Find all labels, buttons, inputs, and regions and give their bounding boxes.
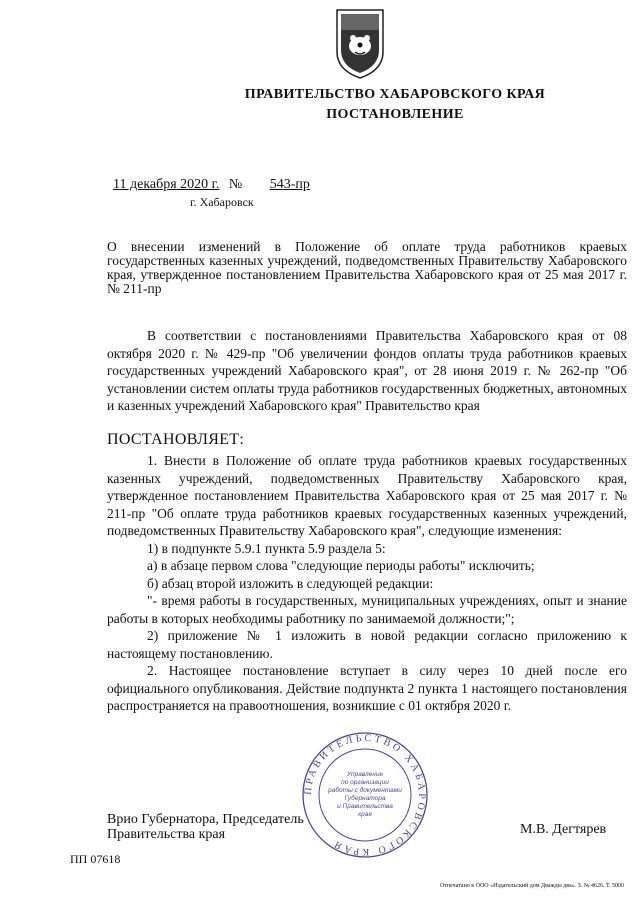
item-1-1-a: а) в абзаце первом слова "следующие периоды работы" исключить; [147, 558, 535, 573]
item-2: 2. Настоящее постановление вступает в силу через 10 дней после его официального опубликования. Действие подпункта 2 пункта 1 настоящего постановления распространяется на правоотношения, возникшие с 01 октября 2020 г. [107, 663, 627, 713]
item-1-1: 1) в подпункте 5.9.1 пункта 5.9 раздела 5: [147, 540, 386, 556]
items-block [107, 452, 627, 715]
coat-of-arms-icon [335, 8, 385, 80]
number-sign: № [228, 177, 243, 192]
document-number: 543-пр [269, 177, 310, 192]
official-stamp [300, 730, 430, 860]
signatory-name: М.В. Дегтярев [520, 822, 607, 837]
preamble: В соответствии с постановлениями Правительства Хабаровского края от 08 октября 2020 г. № 429-пр "Об увеличении фондов оплаты труда работников краевых государственных учреждений Хабаровского края", от 28 июня 2019 г. № 262-пр "Об установлении систем оплаты труда работников государственных бюджетных, автономных и казенных учреждений Хабаровского края" Правительство края [107, 328, 627, 413]
document-subject: О внесении изменений в Положение об оплате труда работников краевых государственных казенных учреждений, подведомственных Правительству Хабаровского края, утвержденное постановлением Правительства Хабаровского края от 25 мая 2017 г. № 211-пр [107, 239, 627, 296]
stamp-line: края [358, 811, 372, 818]
document-date: 11 декабря 2020 г. [113, 177, 220, 192]
stamp-line: и Правительства [337, 803, 393, 810]
document-code: ПП 07618 [70, 852, 121, 866]
stamp-line: по организации [341, 779, 389, 786]
signature-position-line2: Правительства края [107, 827, 226, 842]
item-1: 1. Внести в Положение об оплате труда работников краевых государственных казенных учреждений, подведомственных Правительству Хабаровского края, утвержденное постановлением Правительства Хабаровского края от 25 мая 2017 г. № 211-пр "Об оплате труда работников краевых государственных казенных учреждений, подведомственных Правительству Хабаровского края", следующие изменения: [107, 453, 627, 538]
preamble-block [107, 327, 627, 415]
stamp-line: Управление [346, 771, 384, 778]
date-number-line [113, 177, 310, 193]
printer-note: Отпечатано в ООО «Издательский дом Дважды два». З. № 4626. Т. 5000 [440, 883, 625, 889]
signature-position [107, 812, 304, 842]
city: г. Хабаровск [190, 195, 254, 209]
item-1-1-b: б) абзац второй изложить в следующей редакции: [147, 575, 434, 591]
document-type-title: ПОСТАНОВЛЕНИЕ [326, 107, 464, 122]
item-1-1-b-text: "- время работы в государственных, муниципальных учреждениях, опыт и знание работы в которых необходимы работнику по занимаемой должности;"; [107, 593, 627, 626]
signature-position-line1: Врио Губернатора, Председатель [107, 812, 304, 827]
item-1-2: 2) приложение № 1 изложить в новой редакции согласно приложению к настоящему постановлению. [107, 628, 627, 661]
government-title: ПРАВИТЕЛЬСТВО ХАБАРОВСКОГО КРАЯ [244, 87, 546, 102]
decrees-word: ПОСТАНОВЛЯЕТ: [107, 431, 245, 448]
stamp-line: Губернатора [344, 795, 386, 802]
stamp-ring-text: ПРАВИТЕЛЬСТВО ХАБАРОВСКОГО КРАЯ [302, 732, 428, 858]
stamp-line: работы с документами [328, 787, 402, 794]
